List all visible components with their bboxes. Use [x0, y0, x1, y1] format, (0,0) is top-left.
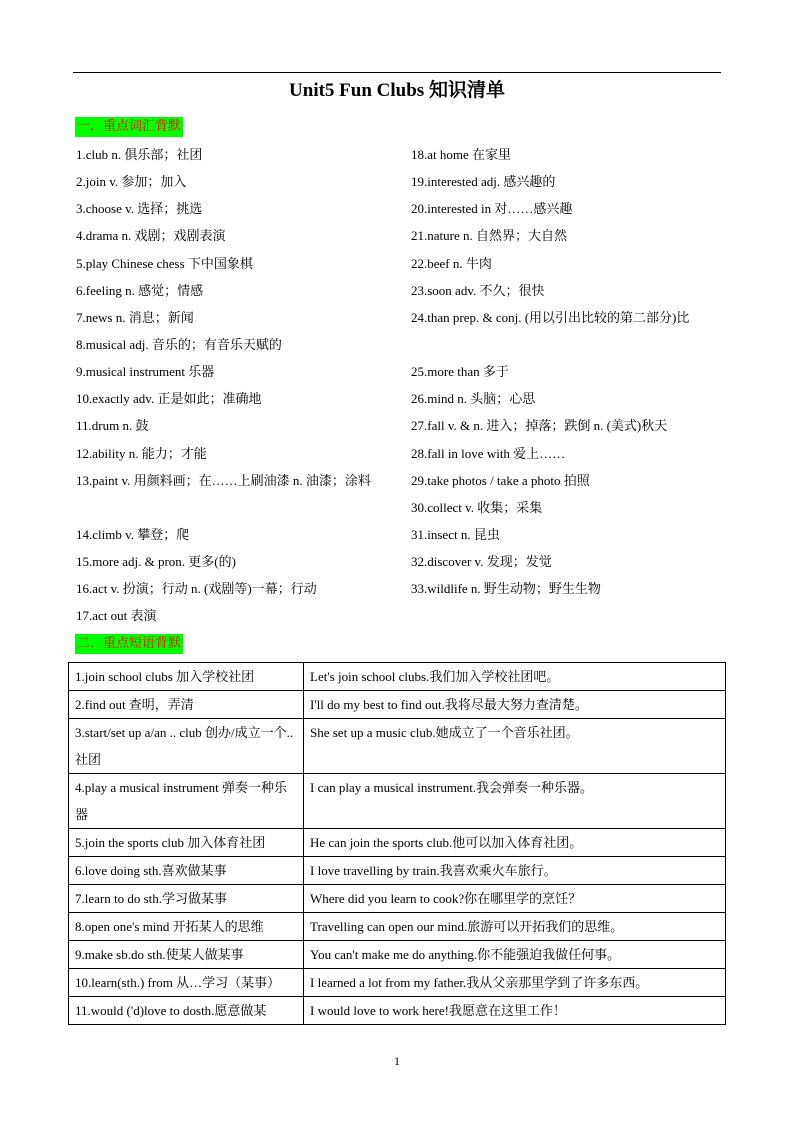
table-row	[69, 691, 726, 719]
phrases-table	[68, 662, 726, 1025]
vocab-item: 27.fall v. & n. 进入；掉落；跌倒 n. (美式)秋天	[411, 418, 668, 434]
table-row	[69, 997, 726, 1025]
section-vocab-heading: 一．重点词汇背默	[75, 117, 183, 137]
vocab-item: 2.join v. 参加；加入	[76, 174, 187, 190]
example-cell: I learned a lot from my father.我从父亲那里学到了许多东西。	[304, 969, 726, 997]
table-row	[69, 969, 726, 997]
example-cell: You can't make me do anything.你不能强迫我做任何事。	[304, 941, 726, 969]
example-cell: Let's join school clubs.我们加入学校社团吧。	[304, 663, 726, 691]
vocab-item: 31.insect n. 昆虫	[411, 526, 500, 542]
phrase-cell: 6.love doing sth.喜欢做某事	[69, 857, 304, 885]
vocab-item: 8.musical adj. 音乐的；有音乐天赋的	[76, 336, 282, 352]
vocab-item: 24.than prep. & conj. (用以引出比较的第二部分)比	[411, 309, 690, 325]
table-row	[69, 941, 726, 969]
vocab-item: 11.drum n. 鼓	[76, 418, 149, 434]
page-title: Unit5 Fun Clubs 知识清单	[289, 80, 505, 101]
example-cell: Where did you learn to cook?你在哪里学的烹饪？	[304, 885, 726, 913]
header-rule	[73, 72, 721, 73]
phrase-cell: 2.find out 查明，弄清	[69, 691, 304, 719]
example-cell: She set up a music club.她成立了一个音乐社团。	[304, 719, 726, 774]
vocab-column-left	[76, 141, 406, 630]
table-row	[69, 913, 726, 941]
table-row	[69, 663, 726, 691]
vocab-item: 26.mind n. 头脑；心思	[411, 391, 536, 407]
phrase-cell: 8.open one's mind 开拓某人的思维	[69, 913, 304, 941]
table-row	[69, 857, 726, 885]
vocab-column-right	[411, 141, 723, 602]
vocab-item: 12.ability n. 能力；才能	[76, 445, 207, 461]
vocab-item: 25.more than 多于	[411, 364, 509, 380]
example-cell: I love travelling by train.我喜欢乘火车旅行。	[304, 857, 726, 885]
vocab-item: 15.more adj. & pron. 更多(的)	[76, 554, 236, 570]
vocab-item: 17.act out 表演	[76, 608, 157, 624]
example-cell: I would love to work here!我愿意在这里工作！	[304, 997, 726, 1025]
vocab-item: 33.wildlife n. 野生动物；野生生物	[411, 581, 601, 597]
vocab-item: 5.play Chinese chess 下中国象棋	[76, 255, 253, 271]
vocab-item: 21.nature n. 自然界；大自然	[411, 228, 567, 244]
vocab-item: 30.collect v. 收集；采集	[411, 499, 543, 515]
table-row	[69, 829, 726, 857]
example-cell: I'll do my best to find out.我将尽最大努力查清楚。	[304, 691, 726, 719]
vocab-item: 9.musical instrument 乐器	[76, 364, 215, 380]
vocab-item: 32.discover v. 发现；发觉	[411, 554, 552, 570]
example-cell: I can play a musical instrument.我会弹奏一种乐器。	[304, 774, 726, 829]
vocab-item: 29.take photos / take a photo 拍照	[411, 472, 590, 488]
phrase-cell: 1.join school clubs 加入学校社团	[69, 663, 304, 691]
phrase-cell: 11.would ('d)love to dosth.愿意做某	[69, 997, 304, 1025]
section-phrases-heading: 二．重点短语背默	[75, 634, 183, 654]
phrase-cell: 7.learn to do sth.学习做某事	[69, 885, 304, 913]
vocab-item: 14.climb v. 攀登；爬	[76, 526, 190, 542]
page-number: 1	[394, 1054, 400, 1068]
table-row	[69, 719, 726, 774]
vocab-item: 7.news n. 消息；新闻	[76, 309, 194, 325]
vocab-item: 10.exactly adv. 正是如此；准确地	[76, 391, 262, 407]
vocab-item: 4.drama n. 戏剧；戏剧表演	[76, 228, 226, 244]
phrase-cell: 4.play a musical instrument 弹奏一种乐器	[69, 774, 304, 829]
vocab-item: 18.at home 在家里	[411, 147, 512, 162]
table-row	[69, 774, 726, 829]
phrase-cell: 10.learn(sth.) from 从…学习（某事）	[69, 969, 304, 997]
phrase-cell: 5.join the sports club 加入体育社团	[69, 829, 304, 857]
vocab-item: 16.act v. 扮演；行动 n. (戏剧等)一幕；行动	[76, 581, 317, 597]
vocab-item: 1.club n. 俱乐部；社团	[76, 147, 203, 162]
vocab-item: 23.soon adv. 不久；很快	[411, 282, 545, 298]
vocab-item: 13.paint v. 用颜料画；在……上刷油漆 n. 油漆；涂料	[76, 472, 371, 488]
phrase-cell: 9.make sb.do sth.使某人做某事	[69, 941, 304, 969]
example-cell: He can join the sports club.他可以加入体育社团。	[304, 829, 726, 857]
vocab-item: 20.interested in 对……感兴趣	[411, 201, 573, 217]
phrase-cell: 3.start/set up a/an .. club 创办/成立一个..社团	[69, 719, 304, 774]
vocab-item: 3.choose v. 选择；挑选	[76, 201, 203, 217]
table-row	[69, 885, 726, 913]
vocab-item: 6.feeling n. 感觉；情感	[76, 282, 204, 298]
vocab-item: 22.beef n. 牛肉	[411, 255, 492, 271]
vocab-item: 19.interested adj. 感兴趣的	[411, 174, 556, 190]
vocab-item: 28.fall in love with 爱上……	[411, 445, 566, 461]
example-cell: Travelling can open our mind.旅游可以开拓我们的思维。	[304, 913, 726, 941]
